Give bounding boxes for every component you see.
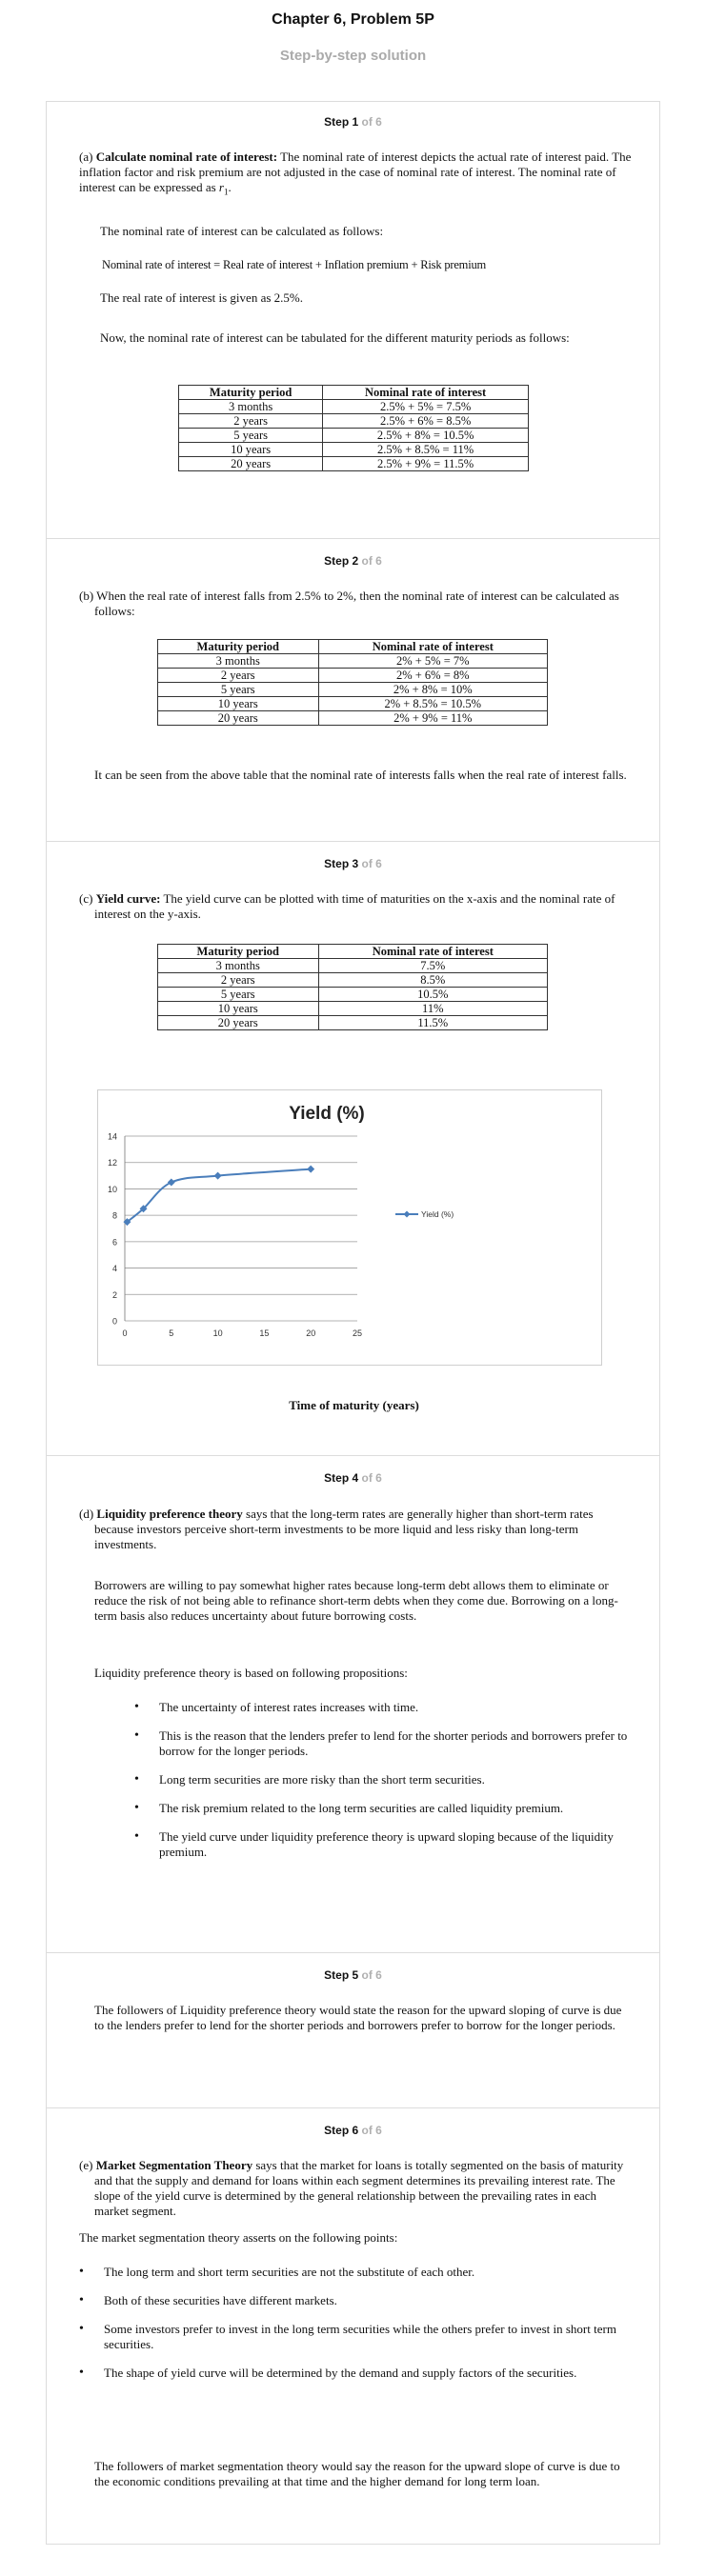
table-cell: 3 months [158, 959, 319, 973]
y-tick-label: 0 [111, 1316, 117, 1327]
table-row [158, 973, 548, 988]
table-row [179, 443, 529, 457]
table-cell: 7.5% [318, 959, 547, 973]
table-header-row [158, 945, 548, 959]
list-item: • The yield curve under liquidity preference theory is upward sloping because of the liquidity premium. [134, 1829, 634, 1860]
chart-legend [395, 1209, 454, 1219]
table-row [158, 1016, 548, 1030]
table-cell: 8.5% [318, 973, 547, 988]
step-3-table [157, 944, 548, 1030]
step-5-header: Step 5 of 6 [324, 1968, 382, 1982]
step-6-bullets [79, 2265, 634, 2394]
table-cell: 5 years [158, 683, 319, 697]
yield-chart [97, 1089, 602, 1366]
table-cell: 2 years [179, 414, 323, 429]
table-cell: 5 years [158, 988, 319, 1002]
table-cell: 10 years [158, 697, 319, 711]
page-subtitle: Step-by-step solution [279, 48, 427, 64]
table-cell: 20 years [158, 1016, 319, 1030]
table-header-cell: Nominal rate of interest [323, 386, 529, 400]
step-1-formula: Nominal rate of interest = Real rate of interest + Inflation premium + Risk premium [102, 258, 487, 271]
table-cell: 2% + 6% = 8% [318, 669, 547, 683]
table-row [158, 697, 548, 711]
table-row [179, 429, 529, 443]
table-header-cell: Nominal rate of interest [318, 640, 547, 654]
table-row [179, 414, 529, 429]
list-item: • The risk premium related to the long term securities are called liquidity premium. [134, 1801, 634, 1816]
data-point-marker [168, 1179, 175, 1187]
chart-series [123, 1166, 314, 1226]
table-cell: 2.5% + 8.5% = 11% [323, 443, 529, 457]
y-tick-label: 2 [111, 1289, 117, 1300]
chart-gridlines [125, 1136, 357, 1321]
table-cell: 3 months [158, 654, 319, 669]
step-6-header: Step 6 of 6 [324, 2124, 382, 2137]
legend-label: Yield (%) [421, 1209, 454, 1219]
x-tick-label: 0 [122, 1328, 128, 1338]
table-cell: 2 years [158, 973, 319, 988]
step-2-table [157, 639, 548, 726]
step-2-intro: (b) When the real rate of interest falls from 2.5% to 2%, then the nominal rate of interest can be calculated as follows: [79, 589, 619, 618]
table-header-cell: Maturity period [179, 386, 323, 400]
step-1-header: Step 1 of 6 [324, 115, 382, 129]
step-1-calc-line: The nominal rate of interest can be calculated as follows: [100, 224, 384, 238]
y-tick-label: 6 [111, 1237, 117, 1248]
step-4-bullets [134, 1700, 634, 1873]
x-tick-label: 25 [352, 1328, 363, 1338]
data-point-marker [307, 1166, 314, 1173]
table-cell: 2.5% + 6% = 8.5% [323, 414, 529, 429]
table-row [158, 988, 548, 1002]
table-row [158, 669, 548, 683]
step-5-text: The followers of Liquidity preference theory would state the reason for the upward sloping of curve is due to the lenders prefer to lend for the shorter periods and borrowers prefer to borrow for the longer periods. [94, 2003, 622, 2032]
x-tick-label: 10 [212, 1328, 223, 1338]
table-cell: 2 years [158, 669, 319, 683]
table-cell: 10 years [158, 1002, 319, 1016]
y-tick-label: 8 [111, 1210, 117, 1221]
table-cell: 2.5% + 8% = 10.5% [323, 429, 529, 443]
list-item: • The long term and short term securities are not the substitute of each other. [79, 2265, 634, 2280]
step-6-conclusion: The followers of market segmentation theory would say the reason for the upward slope of curve is due to the economic conditions prevailing at that time and the higher demand for long term loan. [94, 2459, 620, 2488]
step-6-intro: (e) Market Segmentation Theory says that the market for loans is totally segmented on the basis of maturity and that the supply and demand for loans within each segment determines its prevailing interest rate. The slope of the yield curve is determined by the general relationship between the prevailing rates in each market segment. [79, 2158, 624, 2218]
y-tick-label: 14 [107, 1131, 117, 1142]
list-item: • Both of these securities have different markets. [79, 2293, 634, 2308]
table-cell: 2% + 9% = 11% [318, 711, 547, 726]
table-header-row [158, 640, 548, 654]
list-item: • This is the reason that the lenders prefer to lend for the shorter periods and borrowers prefer to borrow for the longer periods. [134, 1728, 634, 1759]
step-4-header: Step 4 of 6 [324, 1471, 382, 1485]
step-6-heading: Market Segmentation Theory [95, 2158, 253, 2172]
step-1-intro: (a) Calculate nominal rate of interest: The nominal rate of interest depicts the actual rate of interest paid. The inflation factor and risk premium are not adjusted in the case of nominal rate of interest. The nominal rate of interest can be expressed as $r_1$. [79, 150, 632, 197]
table-cell: 11.5% [318, 1016, 547, 1030]
table-row [179, 400, 529, 414]
step-2-card [46, 539, 660, 842]
x-tick-label: 15 [259, 1328, 270, 1338]
table-cell: 10.5% [318, 988, 547, 1002]
table-row [158, 1002, 548, 1016]
list-item: • The shape of yield curve will be determined by the demand and supply factors of the securities. [79, 2366, 634, 2381]
legend-marker [404, 1211, 411, 1218]
table-row [158, 654, 548, 669]
y-tick-label: 4 [111, 1264, 117, 1274]
table-row [158, 959, 548, 973]
table-cell: 2% + 8.5% = 10.5% [318, 697, 547, 711]
list-item: • The uncertainty of interest rates increases with time. [134, 1700, 634, 1715]
page-title: Chapter 6, Problem 5P [272, 11, 434, 28]
step-2-header: Step 2 of 6 [324, 554, 382, 568]
step-4-para3: Liquidity preference theory is based on following propositions: [94, 1666, 408, 1680]
table-cell: 2% + 8% = 10% [318, 683, 547, 697]
step-3-intro: (c) Yield curve: The yield curve can be plotted with time of maturities on the x-axis and the nominal rate of interest on the y-axis. [79, 891, 615, 921]
table-row [158, 711, 548, 726]
step-1-heading: Calculate nominal rate of interest: [95, 150, 278, 164]
chart-axis-caption: Time of maturity (years) [289, 1398, 419, 1412]
table-cell: 2% + 5% = 7% [318, 654, 547, 669]
table-header-row [179, 386, 529, 400]
table-cell: 20 years [179, 457, 323, 471]
table-cell: 5 years [179, 429, 323, 443]
table-header-cell: Maturity period [158, 945, 319, 959]
table-cell: 10 years [179, 443, 323, 457]
step-4-intro: (d) Liquidity preference theory says that the long-term rates are generally higher than short-term rates because investors perceive short-term investments to be more liquid and less risky than long-term investments. [79, 1507, 594, 1551]
table-cell: 2.5% + 9% = 11.5% [323, 457, 529, 471]
step-2-conclusion: It can be seen from the above table that the nominal rate of interests falls when the real rate of interest falls. [94, 768, 627, 782]
y-tick-label: 10 [107, 1184, 117, 1194]
step-3-header: Step 3 of 6 [324, 857, 382, 870]
table-cell: 3 months [179, 400, 323, 414]
step-1-tabulate: Now, the nominal rate of interest can be tabulated for the different maturity periods as follows: [100, 330, 570, 345]
yield-chart-svg [98, 1090, 601, 1365]
step-3-heading: Yield curve: [95, 891, 161, 906]
step-4-heading: Liquidity preference theory [96, 1507, 243, 1521]
table-header-cell: Maturity period [158, 640, 319, 654]
x-tick-label: 20 [306, 1328, 316, 1338]
step-6-asserts: The market segmentation theory asserts on the following points: [79, 2230, 398, 2245]
list-item: • Long term securities are more risky than the short term securities. [134, 1772, 634, 1787]
y-tick-label: 12 [107, 1158, 117, 1168]
data-point-marker [214, 1172, 222, 1180]
table-header-cell: Nominal rate of interest [318, 945, 547, 959]
table-cell: 11% [318, 1002, 547, 1016]
x-tick-label: 5 [169, 1328, 174, 1338]
list-item: • Some investors prefer to invest in the long term securities while the others prefer to invest in short term securities. [79, 2322, 634, 2352]
step-4-para2: Borrowers are willing to pay somewhat higher rates because long-term debt allows them to eliminate or reduce the risk of not being able to refinance short-term debts when they come due. Borrowing on a long-term basis also reduces uncertainty about future borrowing costs. [94, 1578, 618, 1623]
table-cell: 20 years [158, 711, 319, 726]
step-1-table [178, 385, 529, 471]
step-4-card [46, 1456, 660, 1953]
step-1-real-rate: The real rate of interest is given as 2.5%. [100, 290, 303, 305]
table-cell: 2.5% + 5% = 7.5% [323, 400, 529, 414]
table-row [179, 457, 529, 471]
step-5-card [46, 1953, 660, 2108]
step-6-card [46, 2108, 660, 2545]
chart-title: Yield (%) [289, 1104, 365, 1124]
step-1-card [46, 101, 660, 539]
table-row [158, 683, 548, 697]
